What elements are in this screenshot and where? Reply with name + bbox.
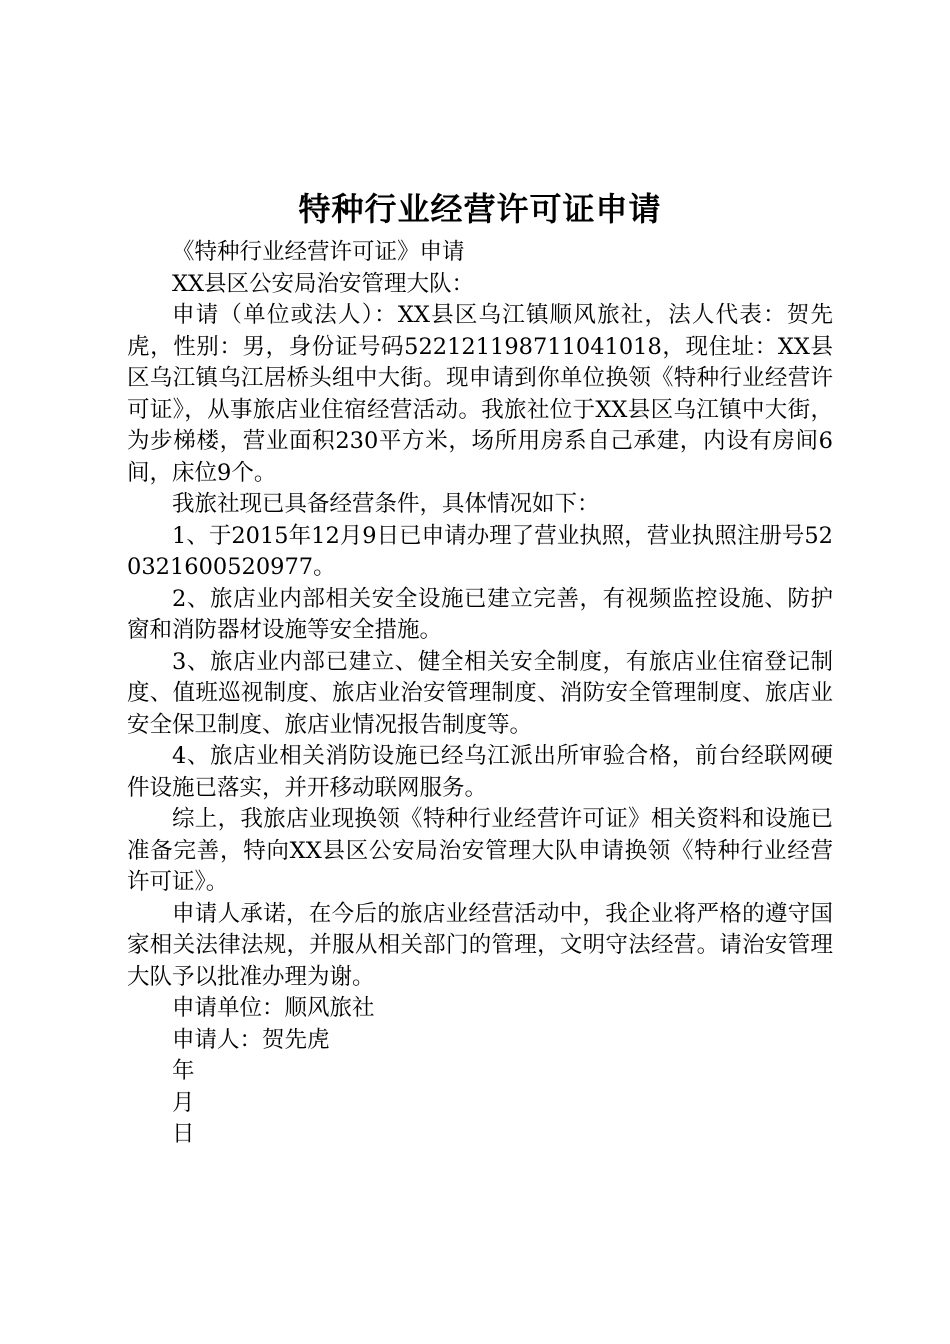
signature-day: 日 xyxy=(172,1121,195,1147)
recipient-line: XX县区公安局治安管理大队： xyxy=(172,270,475,297)
subject-line: 《特种行业经营许可证》申请 xyxy=(172,239,465,265)
condition-item-2: 2、旅店业内部相关安全设施已建立完善，有视频监控设施、防护窗和消防器材设施等安全措施。 xyxy=(127,585,833,643)
applicant-info-paragraph: 申请（单位或法人）：XX县区乌江镇顺风旅社，法人代表：贺先虎，性别：男，身份证号码522121198711041018，现住址：XX县区乌江镇乌江居桥头组中大街。现申请到你单位换领《特种行业经营许可证》，从事旅店业住宿经营活动。我旅社位于XX县区乌江镇中大街，为步梯楼，营业面积230平方米，场所用房系自己承建，内设有房间6间，床位9个。 xyxy=(127,302,833,486)
commitment-paragraph: 申请人承诺，在今后的旅店业经营活动中，我企业将严格的遵守国家相关法律法规，并服从相关部门的管理，文明守法经营。请治安管理大队予以批准办理为谢。 xyxy=(127,900,833,990)
signature-year: 年 xyxy=(172,1058,195,1084)
summary-paragraph: 综上，我旅店业现换领《特种行业经营许可证》相关资料和设施已准备完善，特向XX县区公安局治安管理大队申请换领《特种行业经营许可证》。 xyxy=(127,806,833,895)
condition-item-4: 4、旅店业相关消防设施已经乌江派出所审验合格，前台经联网硬件设施已落实，并开移动联网服务。 xyxy=(127,743,833,801)
condition-item-3: 3、旅店业内部已建立、健全相关安全制度，有旅店业住宿登记制度、值班巡视制度、旅店业治安管理制度、消防安全管理制度、旅店业安全保卫制度、旅店业情况报告制度等。 xyxy=(127,648,833,738)
document-page xyxy=(127,185,833,1151)
signature-applicant: 申请人：贺先虎 xyxy=(172,1026,330,1053)
conditions-intro: 我旅社现已具备经营条件，具体情况如下： xyxy=(172,491,600,517)
signature-month: 月 xyxy=(172,1089,195,1116)
document-title: 特种行业经营许可证申请 xyxy=(298,190,662,228)
condition-item-1: 1、于2015年12月9日已申请办理了营业执照，营业执照注册号520321600520977。 xyxy=(127,522,833,580)
signature-unit: 申请单位：顺风旅社 xyxy=(172,995,375,1021)
